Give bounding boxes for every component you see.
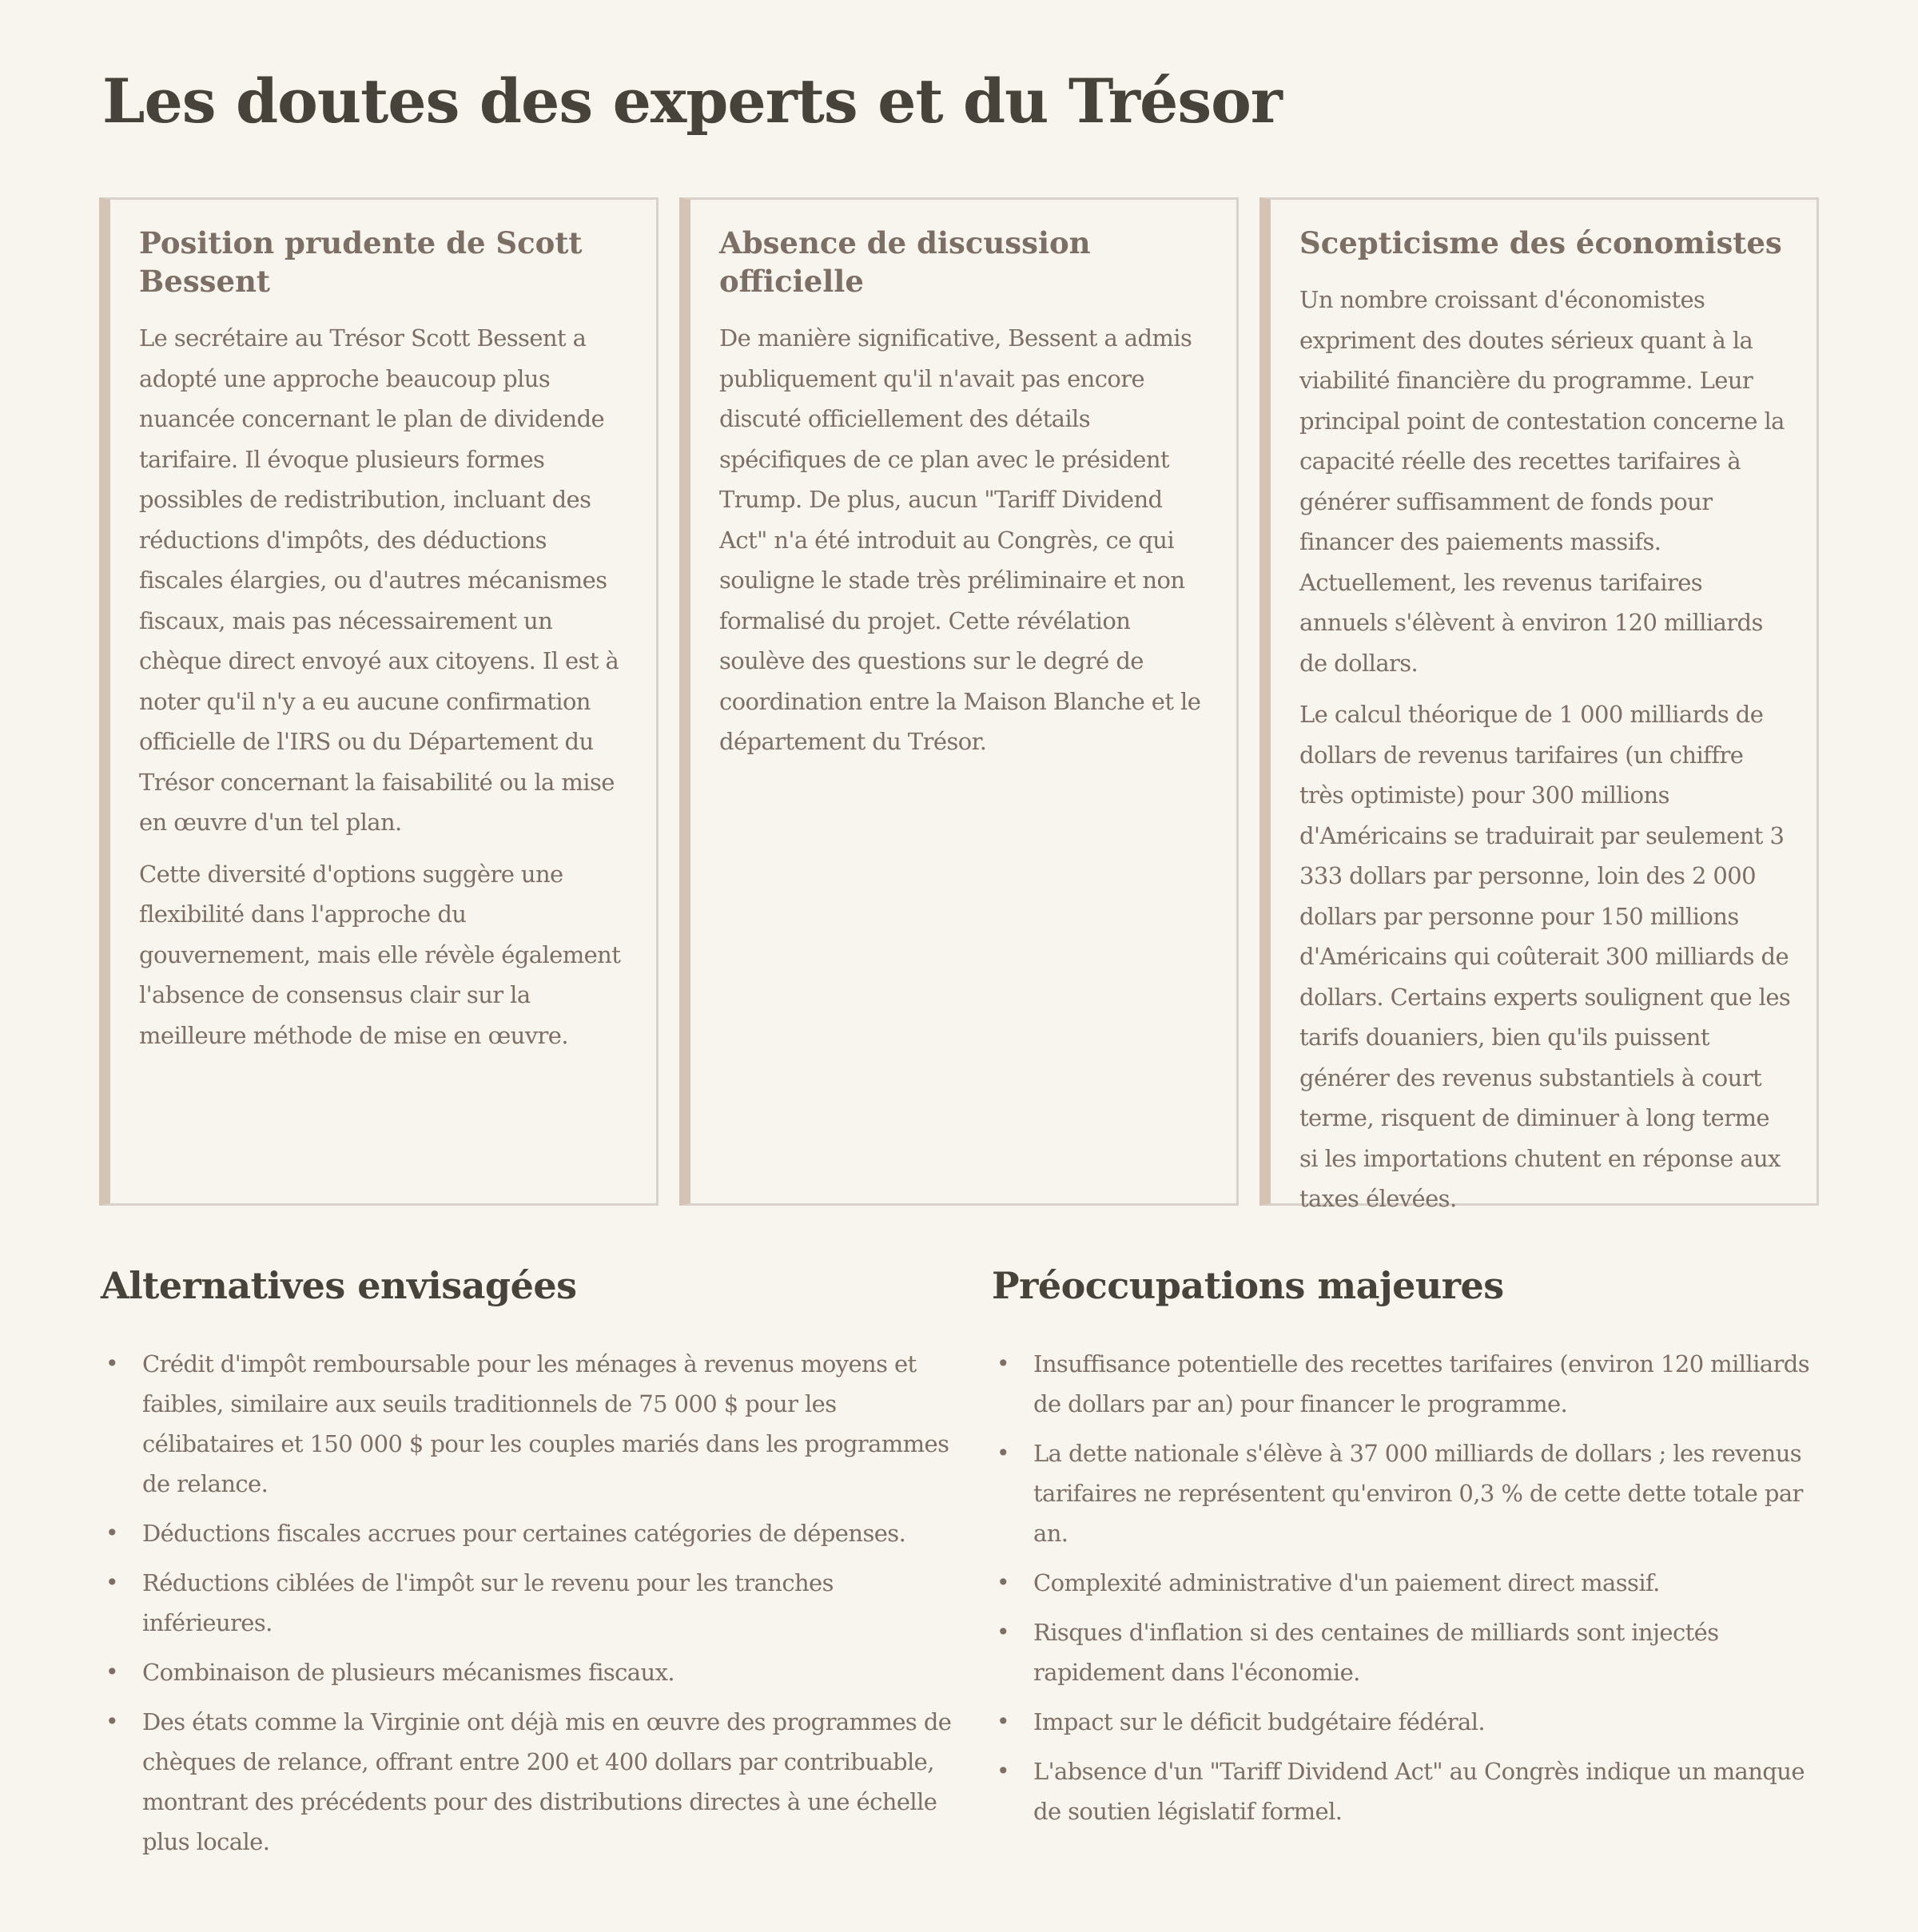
card-heading: Position prudente de Scott Bessent (139, 225, 583, 299)
list-item: • Insuffisance potentielle des recettes tarifaires (environ 120 milliards de dollars par an) pour financer le programme. (992, 1344, 1823, 1424)
card-heading: Scepticisme des économistes (1299, 225, 1782, 260)
card-paragraph: Cette diversité d'options suggère une flexibilité dans l'approche du gouvernement, mais elle révèle également l'absence de consensus clair sur la meilleure méthode de mise en œuvre. (139, 860, 621, 1049)
card-bessent-position (99, 197, 659, 1206)
list-item: • Impact sur le déficit budgétaire fédéral. (992, 1702, 1823, 1742)
bullet-icon: • (997, 1569, 1009, 1596)
alternatives-section (101, 1258, 964, 1871)
card-paragraph: Le secrétaire au Trésor Scott Bessent a adopté une approche beaucoup plus nuancée concernant le plan de dividende tarifaire. Il évoque plusieurs formes possibles de redistribution, incluant des réductions d'impôts, des déductions fiscales élargies, ou d'autres mécanismes fiscaux, mais pas nécessairement un chèque direct envoyé aux citoyens. Il est à noter qu'il n'y a eu aucune confirmation officielle de l'IRS ou du Département du Trésor concernant la faisabilité ou la mise en œuvre d'un tel plan. (139, 324, 619, 836)
section-heading: Préoccupations majeures (992, 1264, 1504, 1307)
bullet-icon: • (997, 1619, 1009, 1645)
bullet-icon: • (997, 1440, 1009, 1466)
card-paragraph: Le calcul théorique de 1 000 milliards de dollars de revenus tarifaires (un chiffre très optimiste) pour 300 millions d'Américains se traduirait par seulement 3 333 dollars par personne, loin des 2 000 dollars par personne pour 150 millions d'Américains qui coûterait 300 milliards de dollars. Certains experts soulignent que les tarifs douaniers, bien qu'ils puissent générer des revenus substantiels à court terme, risquent de diminuer à long terme si les importations chutent en réponse aux taxes élevées. (1299, 701, 1791, 1212)
bullet-icon: • (997, 1758, 1009, 1784)
list-item: • Crédit d'impôt remboursable pour les ménages à revenus moyens et faibles, similaire aux seuils traditionnels de 75 000 $ pour les célibataires et 150 000 $ pour les couples mariés dans les programmes de relance. (101, 1344, 964, 1504)
bullet-icon: • (105, 1520, 118, 1546)
bullet-icon: • (105, 1708, 118, 1735)
bullet-icon: • (105, 1350, 118, 1377)
list-item: • Risques d'inflation si des centaines de milliards sont injectés rapidement dans l'économie. (992, 1612, 1823, 1692)
cards-row (99, 197, 1819, 1212)
page-title: Les doutes des experts et du Trésor (102, 66, 1282, 137)
concerns-list (992, 1344, 1823, 1831)
list-item: • Complexité administrative d'un paiement direct massif. (992, 1563, 1823, 1603)
bullet-icon: • (105, 1569, 118, 1596)
card-paragraph: De manière significative, Bessent a admis publiquement qu'il n'avait pas encore discuté officiellement des détails spécifiques de ce plan avec le président Trump. De plus, aucun "Tariff Dividend Act" n'a été introduit au Congrès, ce qui souligne le stade très préliminaire et non formalisé du projet. Cette révélation soulève des questions sur le degré de coordination entre la Maison Blanche et le département du Trésor. (719, 324, 1201, 755)
alternatives-list (101, 1344, 964, 1862)
list-item: • Combinaison de plusieurs mécanismes fiscaux. (101, 1652, 964, 1692)
section-heading: Alternatives envisagées (101, 1264, 577, 1307)
bullet-icon: • (997, 1350, 1009, 1377)
list-item: • Des états comme la Virginie ont déjà mis en œuvre des programmes de chèques de relance, offrant entre 200 et 400 dollars par contribuable, montrant des précédents pour des distributions directes à une échelle plus locale. (101, 1702, 964, 1862)
card-official-discussion (679, 197, 1239, 1206)
card-heading: Absence de discussion officielle (719, 225, 1091, 299)
concerns-section (992, 1258, 1823, 1841)
bullet-icon: • (105, 1659, 118, 1685)
list-item: • La dette nationale s'élève à 37 000 milliards de dollars ; les revenus tarifaires ne représentent qu'environ 0,3 % de cette dette totale par an. (992, 1433, 1823, 1553)
bullet-icon: • (997, 1708, 1009, 1735)
list-item: • L'absence d'un "Tariff Dividend Act" au Congrès indique un manque de soutien législatif formel. (992, 1751, 1823, 1831)
list-item: • Déductions fiscales accrues pour certaines catégories de dépenses. (101, 1513, 964, 1553)
card-paragraph: Un nombre croissant d'économistes expriment des doutes sérieux quant à la viabilité financière du programme. Leur principal point de contestation concerne la capacité réelle des recettes tarifaires à générer suffisamment de fonds pour financer des paiements massifs. Actuellement, les revenus tarifaires annuels s'élèvent à environ 120 milliards de dollars. (1299, 286, 1785, 677)
list-item: • Réductions ciblées de l'impôt sur le revenu pour les tranches inférieures. (101, 1563, 964, 1643)
card-economists-skepticism (1259, 197, 1819, 1212)
